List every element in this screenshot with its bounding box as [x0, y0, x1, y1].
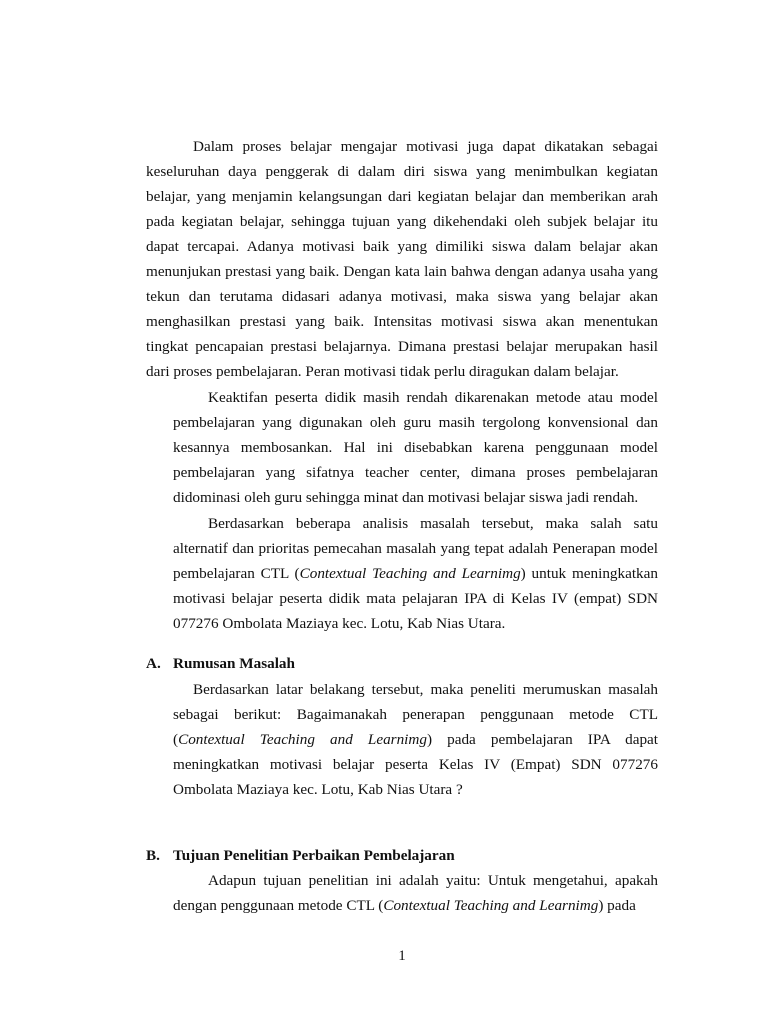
paragraph-motivasi-text: Dalam proses belajar mengajar motivasi juga dapat dikatakan sebagai keseluruhan daya penggerak di dalam diri siswa yang menimbulkan kegiatan belajar, yang menjamin kelangsungan dari kegiatan belajar dan memberikan arah pada kegiatan belajar, sehingga tujuan yang dikehendaki oleh subjek belajar itu dapat tercapai. Adanya motivasi baik yang dimiliki siswa dalam belajar akan menunjukan prestasi yang baik. Dengan kata lain bahwa dengan adanya usaha yang tekun dan terutama didasari adanya motivasi, maka siswa yang belajar akan menghasilkan prestasi yang baik. Intensitas motivasi siswa akan menentukan tingkat pencapaian prestasi belajarnya. Dimana prestasi belajar merupakan hasil dari proses pembelajaran. Peran motivasi tidak perlu diragukan dalam belajar. [146, 138, 658, 380]
section-a-heading [146, 651, 546, 676]
paragraph-tujuan-text-before: Adapun tujuan penelitian ini adalah yaitu: Untuk mengetahui, apakah dengan penggunaan metode CTL ( [173, 872, 658, 914]
section-a-number: A. [146, 655, 161, 672]
section-a-title: Rumusan Masalah [173, 655, 295, 672]
section-b-number: B. [146, 847, 160, 864]
paragraph-rumusan-text-before: Berdasarkan latar belakang tersebut, maka peneliti merumuskan masalah sebagai berikut: Bagaimanakah penerapan penggunaan metode CTL ( [173, 681, 658, 748]
paragraph-rumusan-masalah [173, 677, 658, 802]
paragraph-rumusan-text-after: ) pada pembelajaran IPA dapat meningkatkan motivasi belajar peserta Kelas IV (Empat) SDN 077276 Ombolata Maziaya kec. Lotu, Kab Nias Utara ? [173, 731, 658, 798]
section-b-title: Tujuan Penelitian Perbaikan Pembelajaran [173, 847, 455, 864]
paragraph-alternatif-text-after: ) untuk meningkatkan motivasi belajar peserta didik mata pelajaran IPA di Kelas IV (empat) SDN 077276 Ombolata Maziaya kec. Lotu, Kab Nias Utara. [173, 565, 658, 632]
paragraph-alternatif-italic-term: Contextual Teaching and Learnimg [299, 565, 521, 582]
paragraph-keaktifan-text: Keaktifan peserta didik masih rendah dikarenakan metode atau model pembelajaran yang digunakan oleh guru masih tergolong konvensional dan kesannya membosankan. Hal ini disebabkan karena penggunaan model pembelajaran yang sifatnya teacher center, dimana proses pembelajaran didominasi oleh guru sehingga minat dan motivasi belajar siswa jadi rendah. [173, 389, 658, 506]
paragraph-alternatif [173, 511, 658, 636]
paragraph-tujuan-penelitian [173, 868, 658, 918]
page-number: 1 [398, 948, 406, 964]
paragraph-tujuan-text-after: ) pada [598, 897, 636, 914]
paragraph-rumusan-italic-term: Contextual Teaching and Learnimg [178, 731, 427, 748]
section-b-heading [146, 843, 546, 868]
paragraph-alternatif-text-before: Berdasarkan beberapa analisis masalah tersebut, maka salah satu alternatif dan prioritas pemecahan masalah yang tepat adalah Penerapan model pembelajaran CTL ( [173, 515, 658, 582]
paragraph-keaktifan [173, 385, 658, 510]
paragraph-tujuan-italic-term: Contextual Teaching and Learnimg [383, 897, 599, 914]
paragraph-motivasi [146, 134, 658, 384]
